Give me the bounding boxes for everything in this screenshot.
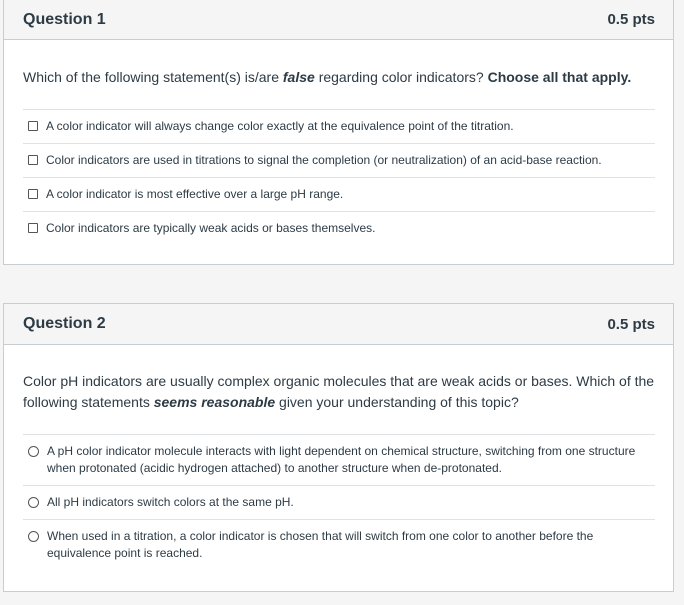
question-2-points: 0.5 pts [607, 315, 655, 333]
question-1-card [3, 0, 674, 265]
question-2-text-part2: given your understanding of this topic? [275, 394, 519, 410]
checkbox[interactable] [28, 189, 38, 199]
checkbox[interactable] [28, 155, 38, 165]
question-1-text-part1: Which of the following statement(s) is/are [23, 69, 283, 85]
question-2-card [3, 303, 674, 592]
question-1-text-part2: regarding color indicators? [314, 69, 488, 85]
answer-label: Color indicators are typically weak acids or bases themselves. [46, 221, 376, 235]
answer-option[interactable] [23, 177, 655, 211]
question-1-title: Question 1 [23, 10, 106, 28]
answer-label: Color indicators are used in titrations to signal the completion (or neutralization) of an acid-base reaction. [46, 153, 602, 167]
answer-label: All pH indicators switch colors at the same pH. [47, 495, 294, 509]
question-1-text-bold: Choose all that apply. [487, 69, 632, 85]
question-1-text-emphasis: false [282, 69, 315, 85]
answer-label: A color indicator will always change color exactly at the equivalence point of the titration. [46, 119, 514, 133]
question-1-answers [23, 109, 655, 245]
answer-option[interactable] [23, 143, 655, 177]
answer-option[interactable] [23, 109, 655, 143]
question-2-header [4, 304, 673, 345]
answer-option[interactable] [23, 211, 655, 245]
radio-button[interactable] [28, 531, 39, 542]
question-1-text [23, 67, 655, 88]
checkbox[interactable] [28, 121, 38, 131]
answer-option[interactable] [23, 434, 655, 485]
checkbox[interactable] [28, 223, 38, 233]
answer-label: A color indicator is most effective over a large pH range. [46, 187, 344, 201]
question-2-text-emphasis: seems reasonable [153, 394, 276, 410]
answer-option[interactable] [23, 519, 655, 570]
question-1-points: 0.5 pts [607, 11, 655, 28]
answer-label: When used in a titration, a color indicator is chosen that will switch from one color to another before the equivalence point is reached. [47, 529, 594, 560]
question-2-text-part1: Color pH indicators are usually complex organic molecules that are weak acids or bases. Which of the following statements [23, 373, 655, 410]
radio-button[interactable] [28, 446, 39, 457]
question-2-answers [23, 434, 655, 570]
question-2-title: Question 2 [23, 315, 106, 332]
radio-button[interactable] [28, 497, 39, 508]
question-1-header [4, 0, 673, 40]
answer-option[interactable] [23, 485, 655, 519]
answer-label: A pH color indicator molecule interacts with light dependent on chemical structure, switching from one structure when protonated (acidic hydrogen attached) to another structure when de-protonated. [47, 444, 636, 475]
question-2-text [23, 371, 655, 413]
